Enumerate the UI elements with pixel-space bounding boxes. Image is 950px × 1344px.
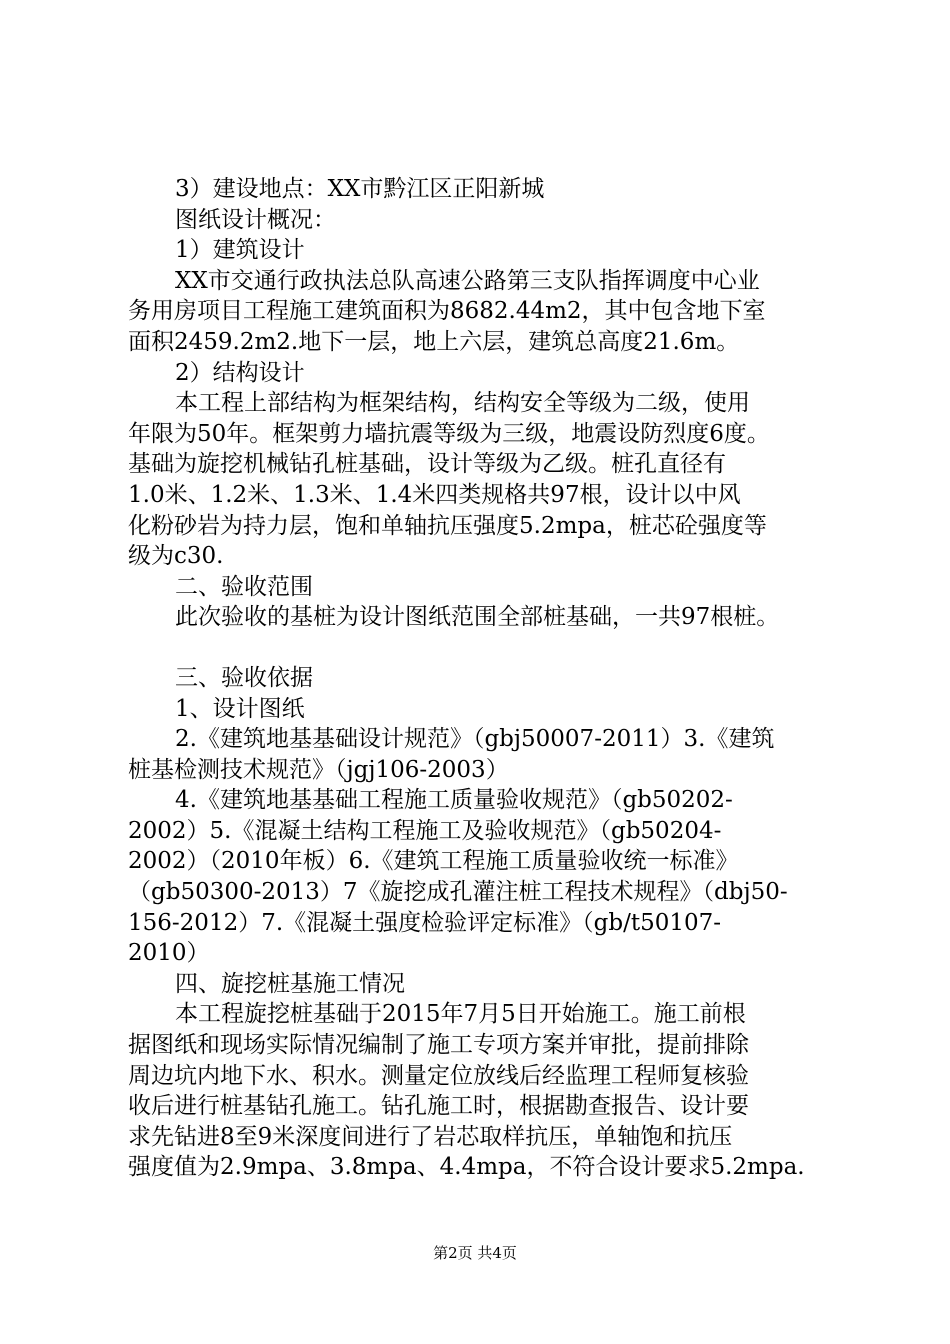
text-line: 强度值为2.9mpa、3.8mpa、4.4mpa，不符合设计要求5.2mpa. (128, 1154, 805, 1181)
text-line: （gb50300-2013）7《旋挖成孔灌注桩工程技术规程》（dbj50- (128, 879, 788, 906)
text-line: 收后进行桩基钻孔施工。钻孔施工时，根据勘查报告、设计要 (128, 1093, 749, 1120)
subsection-heading: 2）结构设计 (175, 359, 305, 386)
text-line: 4.《建筑地基基础工程施工质量验收规范》（gb50202- (175, 787, 733, 814)
text-line: 本工程上部结构为框架结构，结构安全等级为二级，使用 (175, 390, 750, 417)
text-line: 据图纸和现场实际情况编制了施工专项方案并审批，提前排除 (128, 1032, 749, 1059)
text-line: 基础为旋挖机械钻孔桩基础，设计等级为乙级。桩孔直径有 (128, 451, 726, 478)
body-text (128, 174, 848, 1183)
text-line: 桩基检测技术规范》（jgj106-2003） (128, 756, 509, 783)
text-line: 本工程旋挖桩基础于2015年7月5日开始施工。施工前根 (175, 1001, 746, 1028)
subsection-heading: 1、设计图纸 (175, 695, 305, 722)
text-line: 化粉砂岩为持力层，饱和单轴抗压强度5.2mpa，桩芯砼强度等 (128, 512, 767, 539)
text-line: 务用房项目工程施工建筑面积为8682.44m2，其中包含地下室 (128, 298, 766, 325)
section-heading: 三、验收依据 (175, 664, 313, 691)
text-line: 级为c30. (128, 543, 224, 570)
text-line: 求先钻进8至9米深度间进行了岩芯取样抗压，单轴饱和抗压 (128, 1123, 733, 1150)
text-line: 156-2012）7.《混凝土强度检验评定标准》（gb/t50107- (128, 909, 722, 936)
text-line: 2.《建筑地基基础设计规范》（gbj50007-2011）3.《建筑 (175, 726, 775, 753)
text-line: 面积2459.2m2.地下一层，地上六层，建筑总高度21.6m。 (128, 328, 740, 355)
section-heading: 图纸设计概况： (175, 206, 336, 233)
section-heading: 二、验收范围 (175, 573, 313, 600)
text-line: 3）建设地点：XX市黔江区正阳新城 (175, 176, 545, 202)
paragraph-gap (128, 633, 848, 663)
text-line: 1.0米、1.2米、1.3米、1.4米四类规格共97根，设计以中风 (128, 481, 741, 508)
text-line: XX市交通行政执法总队高速公路第三支队指挥调度中心业 (175, 267, 760, 294)
text-line: 2002）5.《混凝土结构工程施工及验收规范》（gb50204- (128, 817, 722, 844)
subsection-heading: 1）建筑设计 (175, 237, 305, 264)
page-footer: 第2页 共4页 (433, 1244, 517, 1262)
text-line: 周边坑内地下水、积水。测量定位放线后经监理工程师复核验 (128, 1062, 749, 1089)
text-line: 此次验收的基桩为设计图纸范围全部桩基础，一共97根桩。 (175, 604, 780, 631)
text-line: 2002）（2010年板）6.《建筑工程施工质量验收统一标准》 (128, 848, 739, 875)
text-line: 年限为50年。框架剪力墙抗震等级为三级，地震设防烈度6度。 (128, 420, 770, 447)
section-heading: 四、旋挖桩基施工情况 (175, 970, 405, 997)
text-line: 2010） (128, 940, 210, 967)
